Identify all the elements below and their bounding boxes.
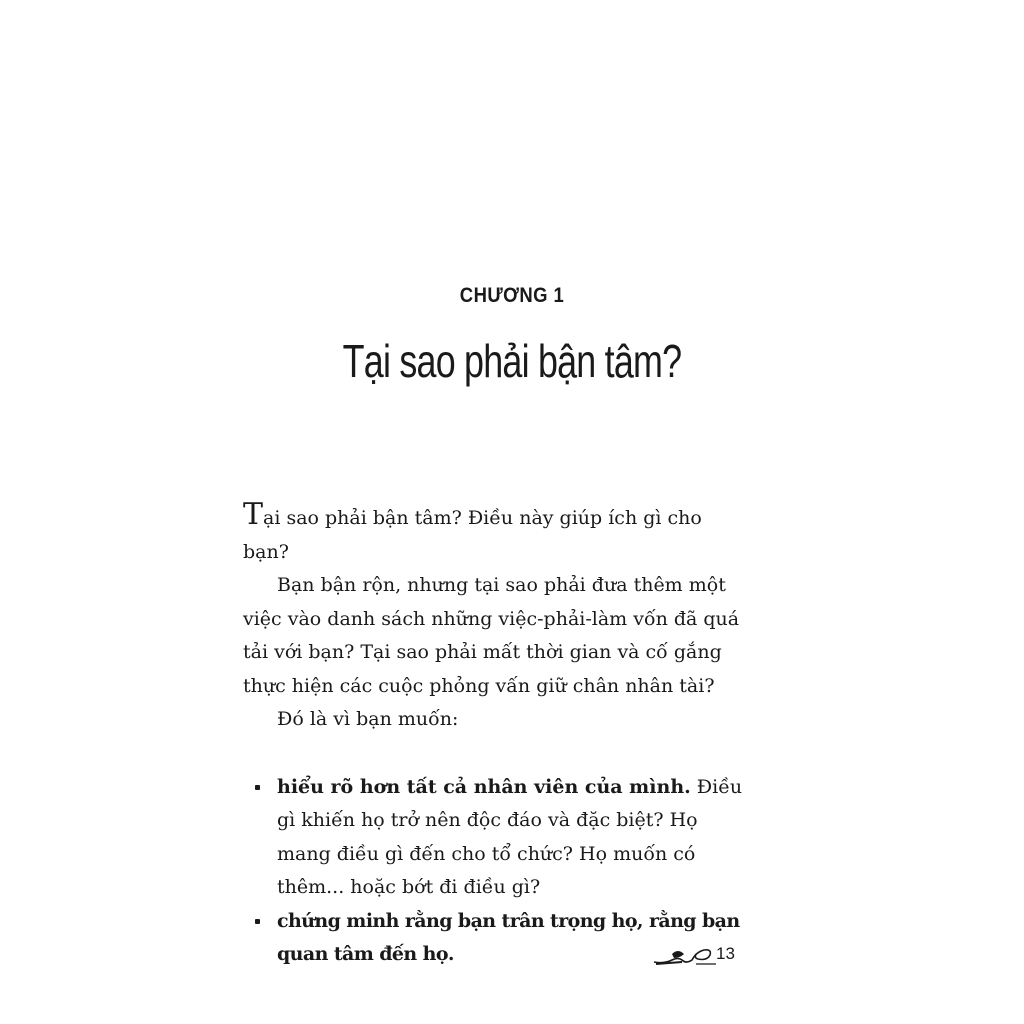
- bullet-dot-icon: [255, 919, 260, 924]
- flourish-ornament-icon: [652, 940, 716, 970]
- opening-text: ại sao phải bận tâm? Điều này giúp ích gì cho bạn?: [243, 507, 702, 563]
- bullet-text: Điều gì khiến họ trở nên độc đáo và đặc biệt? Họ mang điều gì đến cho tổ chức? Họ muốn có thêm... hoặc bớt đi điều gì?: [277, 775, 743, 898]
- bullet-lead: hiểu rõ hơn tất cả nhân viên của mình.: [277, 775, 691, 798]
- chapter-label: CHƯƠNG 1: [459, 284, 565, 307]
- spacer: [243, 737, 743, 771]
- bullet-dot-icon: [255, 785, 260, 790]
- opening-paragraph: [243, 497, 743, 569]
- body-text: [243, 497, 743, 972]
- bullet-item: [243, 771, 743, 905]
- drop-cap: T: [243, 497, 264, 532]
- page-number: 13: [716, 944, 735, 963]
- page-footer: [652, 940, 742, 970]
- paragraph-3: Đó là vì bạn muốn:: [277, 708, 459, 730]
- paragraph-2: Bạn bận rộn, nhưng tại sao phải đưa thêm một việc vào danh sách những việc-phải-làm vốn đã quá tải với bạn? Tại sao phải mất thời gian và cố gắng thực hiện các cuộc phỏng vấn giữ chân nhân tài?: [243, 574, 740, 697]
- chapter-title: Tại sao phải bận tâm?: [342, 335, 682, 387]
- bullet-lead: chứng minh rằng bạn trân trọng họ, rằng bạn quan tâm đến họ.: [277, 909, 740, 965]
